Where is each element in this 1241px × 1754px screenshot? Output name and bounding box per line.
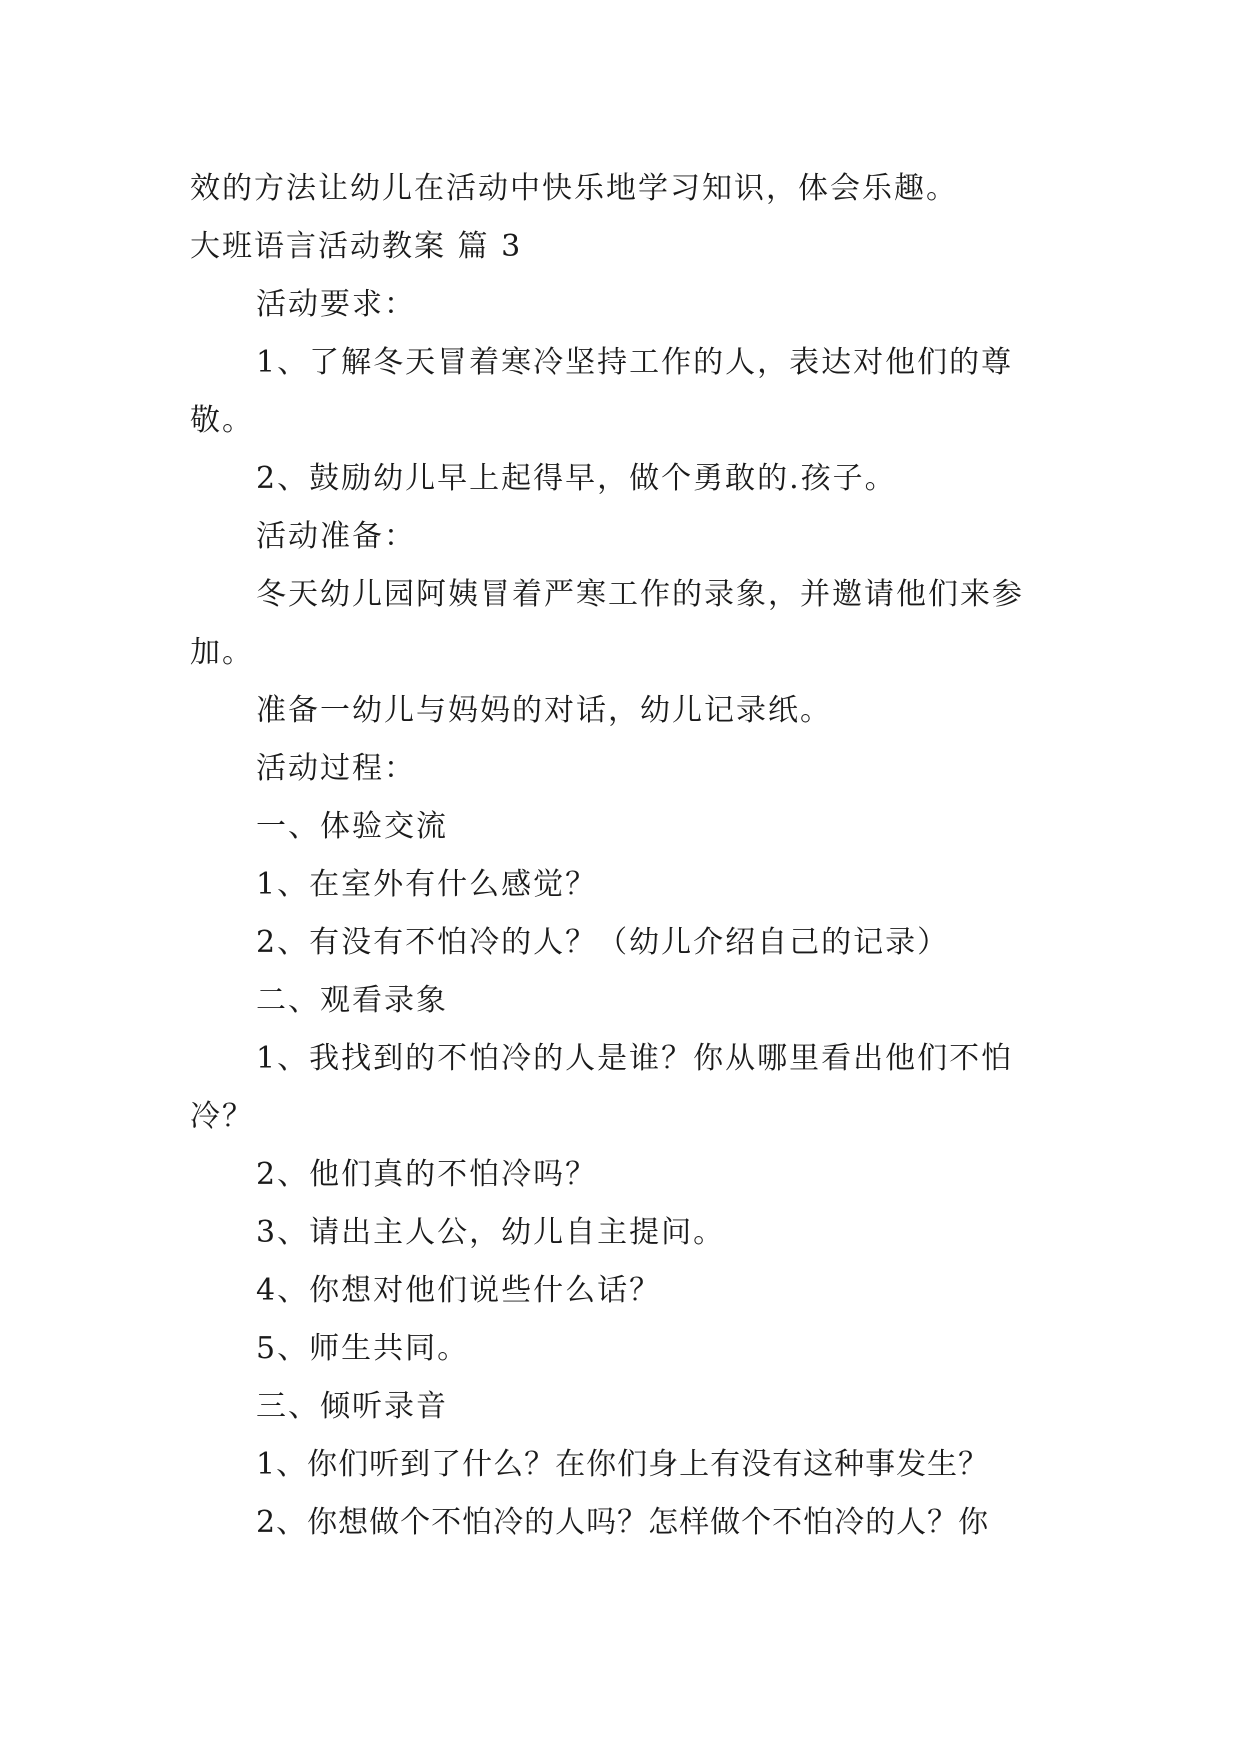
step-heading: 二、观看录象	[256, 983, 448, 1018]
paragraph-line: 效的方法让幼儿在活动中快乐地学习知识，体会乐趣。	[190, 171, 958, 206]
list-item: 3、请出主人公，幼儿自主提问。	[256, 1215, 726, 1250]
paragraph-line: 冬天幼儿园阿姨冒着严寒工作的录象，并邀请他们来参	[256, 577, 1024, 612]
subheading-activity-requirements: 活动要求：	[256, 287, 416, 322]
paragraph-line: 准备一幼儿与妈妈的对话，幼儿记录纸。	[256, 693, 832, 728]
list-item: 1、在室外有什么感觉？	[256, 867, 598, 902]
list-item: 5、师生共同。	[256, 1331, 470, 1366]
step-heading: 三、倾听录音	[256, 1389, 448, 1424]
list-item: 2、他们真的不怕冷吗？	[256, 1157, 598, 1192]
paragraph-line: 敬。	[190, 403, 254, 438]
list-item: 1、我找到的不怕冷的人是谁？你从哪里看出他们不怕	[256, 1041, 1014, 1076]
list-item: 2、有没有不怕冷的人？（幼儿介绍自己的记录）	[256, 925, 950, 960]
list-item: 1、你们听到了什么？在你们身上有没有这种事发生？	[256, 1447, 990, 1482]
paragraph-line: 冷？	[190, 1099, 254, 1134]
list-item: 4、你想对他们说些什么话？	[256, 1273, 662, 1308]
section-heading: 大班语言活动教案 篇 3	[190, 229, 523, 264]
paragraph-line: 加。	[190, 635, 254, 670]
subheading-activity-preparation: 活动准备：	[256, 519, 416, 554]
list-item: 2、鼓励幼儿早上起得早，做个勇敢的.孩子。	[256, 461, 897, 496]
document-page	[190, 160, 1050, 1552]
list-item: 2、你想做个不怕冷的人吗？怎样做个不怕冷的人？你	[256, 1505, 990, 1540]
list-item: 1、了解冬天冒着寒冷坚持工作的人，表达对他们的尊	[256, 345, 1014, 380]
step-heading: 一、体验交流	[256, 809, 448, 844]
subheading-activity-process: 活动过程：	[256, 751, 416, 786]
